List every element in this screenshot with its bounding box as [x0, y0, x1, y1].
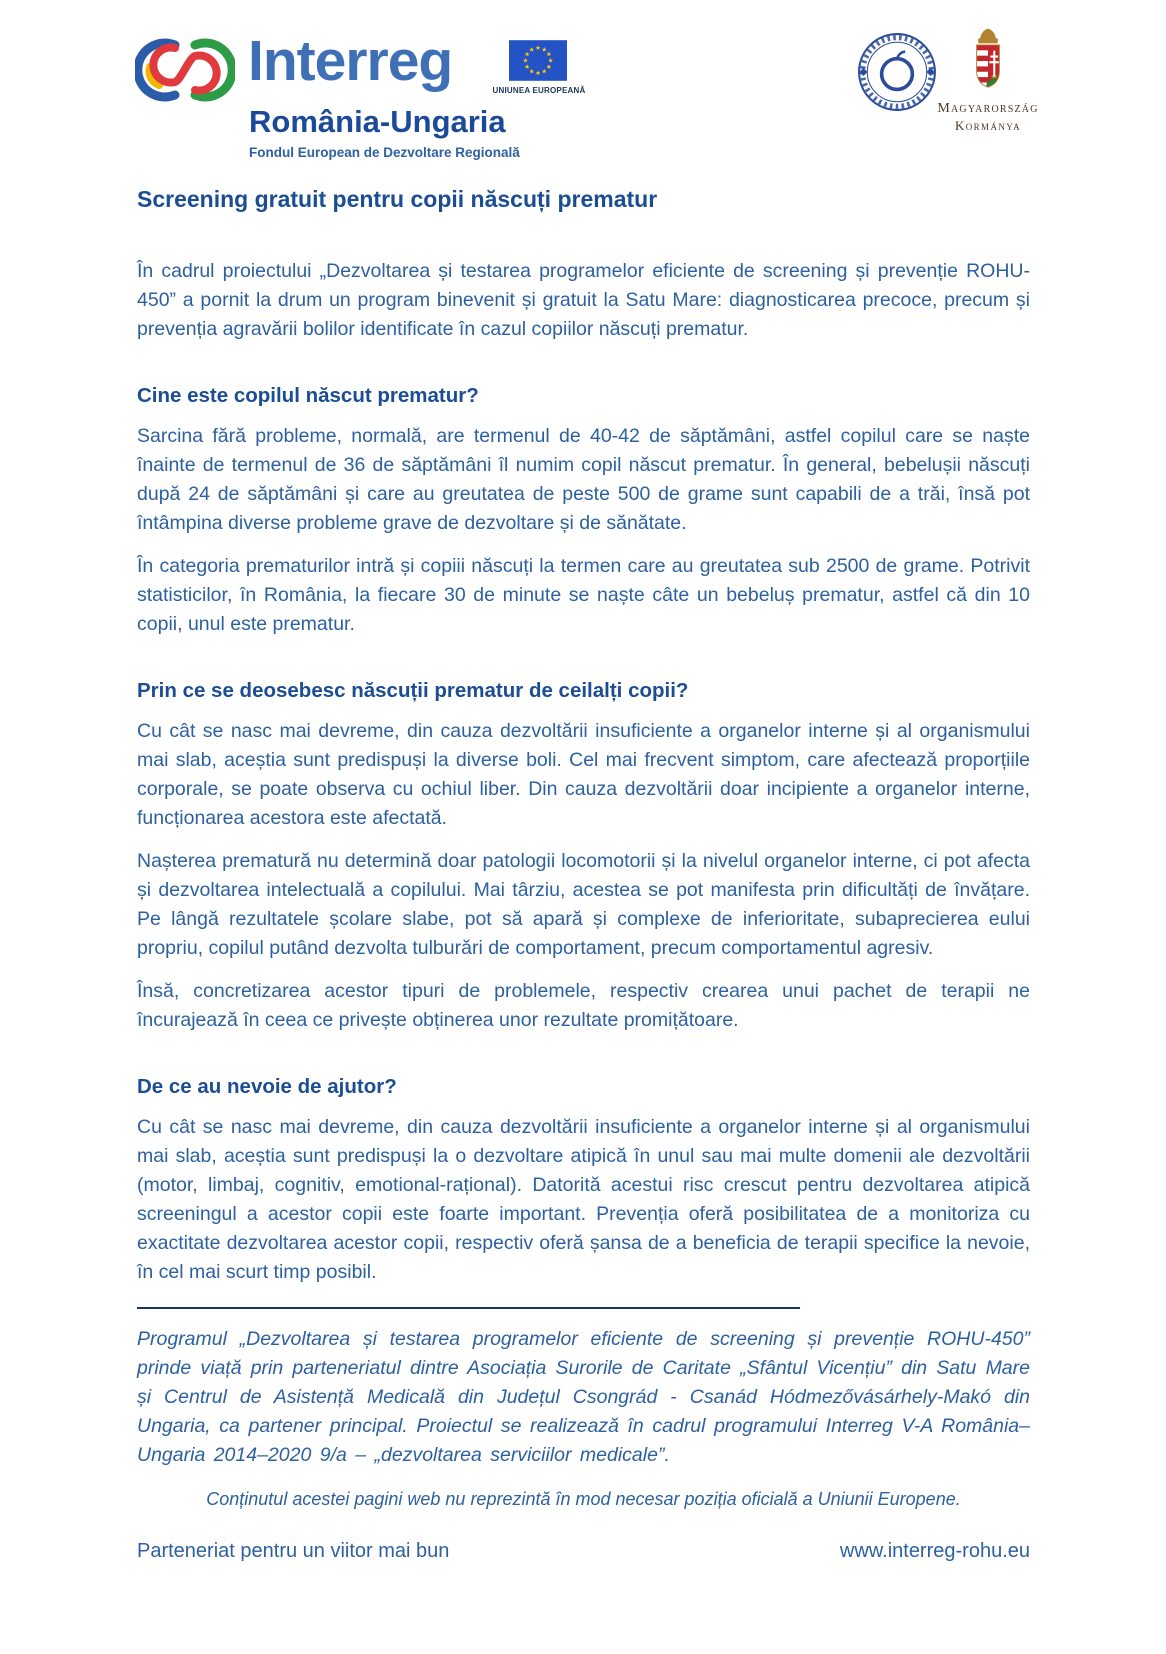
hungary-gov-line2: Kormánya — [954, 117, 1022, 133]
paragraph: Sarcina fără probleme, normală, are termenul de 40-42 de săptămâni, astfel copilul care se naște înainte de termenul de 36 de săptămâni îl numim copil născut prematur. În general, bebelușii născuți după 24 de săptămâni și care au greutatea de peste 500 de grame sunt capabili de a trăi, însă pot întâmpina diverse probleme grave de dezvoltare și de sănătate. — [137, 425, 1030, 534]
section-who-is-premature — [137, 384, 1030, 639]
paragraph: Cu cât se nasc mai devreme, din cauza dezvoltării insuficiente a organelor interne și al organismului mai slab, aceștia sunt predispuși la diverse boli. Cel mai frecvent simptom, care afectează proporțiile corporale, se poate observa cu ochiul liber. Din cauza dezvoltării doar incipiente a organelor interne, funcționarea acestora este afectată. — [137, 720, 1030, 829]
section-why-help — [137, 1075, 1030, 1287]
paragraph: Însă, concretizarea acestor tipuri de problemele, respectiv crearea unui pachet de terapii ne încurajează în ceea ce privește obținerea unor rezultate promițătoare. — [137, 980, 1030, 1031]
lead-section — [137, 257, 1030, 344]
hungary-gov-line1: Magyarország — [937, 101, 1039, 116]
paragraph: Cu cât se nasc mai devreme, din cauza dezvoltării insuficiente a organelor interne și al organismului mai slab, aceștia sunt predispuși la o dezvoltare atipică în unul sau mai multe domenii ale dezvoltării (motor, limbaj, cognitiv, emotional-rațional). Datorită acestui risc crescut pentru dezvoltarea atipică screeningul a acestor copii este foarte important. Prevenția oferă posibilitatea de a monitoriza cu exactitate dezvoltarea acestor copii, respectiv oferă șansa de a beneficia de terapii specifice la nevoie, în cel mai scurt timp posibil. — [137, 1116, 1030, 1283]
interreg-program-name: România-Ungaria — [249, 104, 506, 139]
paragraph: În categoria prematurilor intră și copiii născuți la termen care au greutatea sub 2500 de grame. Potrivit statisticilor, în România, la fiecare 30 de minute se naște câte un bebeluș prematur, astfel că din 10 copii, unul este prematur. — [137, 555, 1030, 635]
paragraph: În cadrul proiectului „Dezvoltarea și testarea programelor eficiente de screening și prevenție ROHU-450” a pornit la drum un program binevenit și gratuit la Satu Mare: diagnosticarea precoce, precum și prevenția agravării bolilor identificate în cazul copiilor născuți prematur. — [137, 260, 1030, 340]
section-heading: Prin ce se deosebesc născuții prematur de ceilalți copii? — [137, 679, 689, 702]
article — [137, 172, 1030, 1563]
footer-slogan: Parteneriat pentru un viitor mai bun — [137, 1540, 450, 1562]
hungary-gov-label — [896, 100, 1080, 134]
divider — [137, 1307, 800, 1309]
section-heading: Cine este copilul născut prematur? — [137, 384, 479, 407]
program-note: Programul „Dezvoltarea și testarea programelor eficiente de screening și prevenție ROHU-450” prinde viață prin parteneriatul dintre Asociația Surorile de Caritate „Sfântul Vicențiu” din Satu Mare și Centrul de Asistență Medicală din Județul Csongrád - Csanád Hódmezővásárhely-Makó din Ungaria, ca partener principal. Proiectul se realizează în cadrul programului Interreg V-A România–Ungaria 2014–2020 9/a – „dezvoltarea serviciilor medicale”. — [137, 1328, 1030, 1466]
interreg-symbol-icon — [135, 36, 235, 102]
eu-flag-label: UNIUNEA EUROPEANĂ — [492, 86, 586, 95]
footer-website-link[interactable]: www.interreg-rohu.eu — [839, 1540, 1030, 1562]
interreg-wordmark: Interreg — [248, 29, 453, 93]
section-differences — [137, 679, 1030, 1035]
interreg-fund-label: Fondul European de Dezvoltare Regională — [249, 145, 520, 160]
paragraph: Nașterea prematură nu determină doar patologii locomotorii și la nivelul organelor interne, ci pot afecta și dezvoltarea intelectuală a copilului. Mai târziu, acestea se pot manifesta prin dificultăți de învățare. Pe lângă rezultatele școlare slabe, pot să apară și complexe de inferioritate, subaprecierea eului propriu, copilul putând dezvolta tulburări de comportament, precum comportamentul agresiv. — [137, 850, 1030, 959]
eu-disclaimer: Conținutul acestei pagini web nu reprezintă în mod necesar poziția oficială a Uniunii Europene. — [206, 1489, 961, 1509]
section-heading: De ce au nevoie de ajutor? — [137, 1075, 397, 1098]
header — [0, 0, 1166, 160]
footer — [137, 1540, 1030, 1563]
hungary-coat-of-arms-icon — [962, 26, 1014, 98]
eu-flag-icon — [509, 40, 567, 81]
page-title: Screening gratuit pentru copii născuți prematur — [137, 186, 658, 212]
